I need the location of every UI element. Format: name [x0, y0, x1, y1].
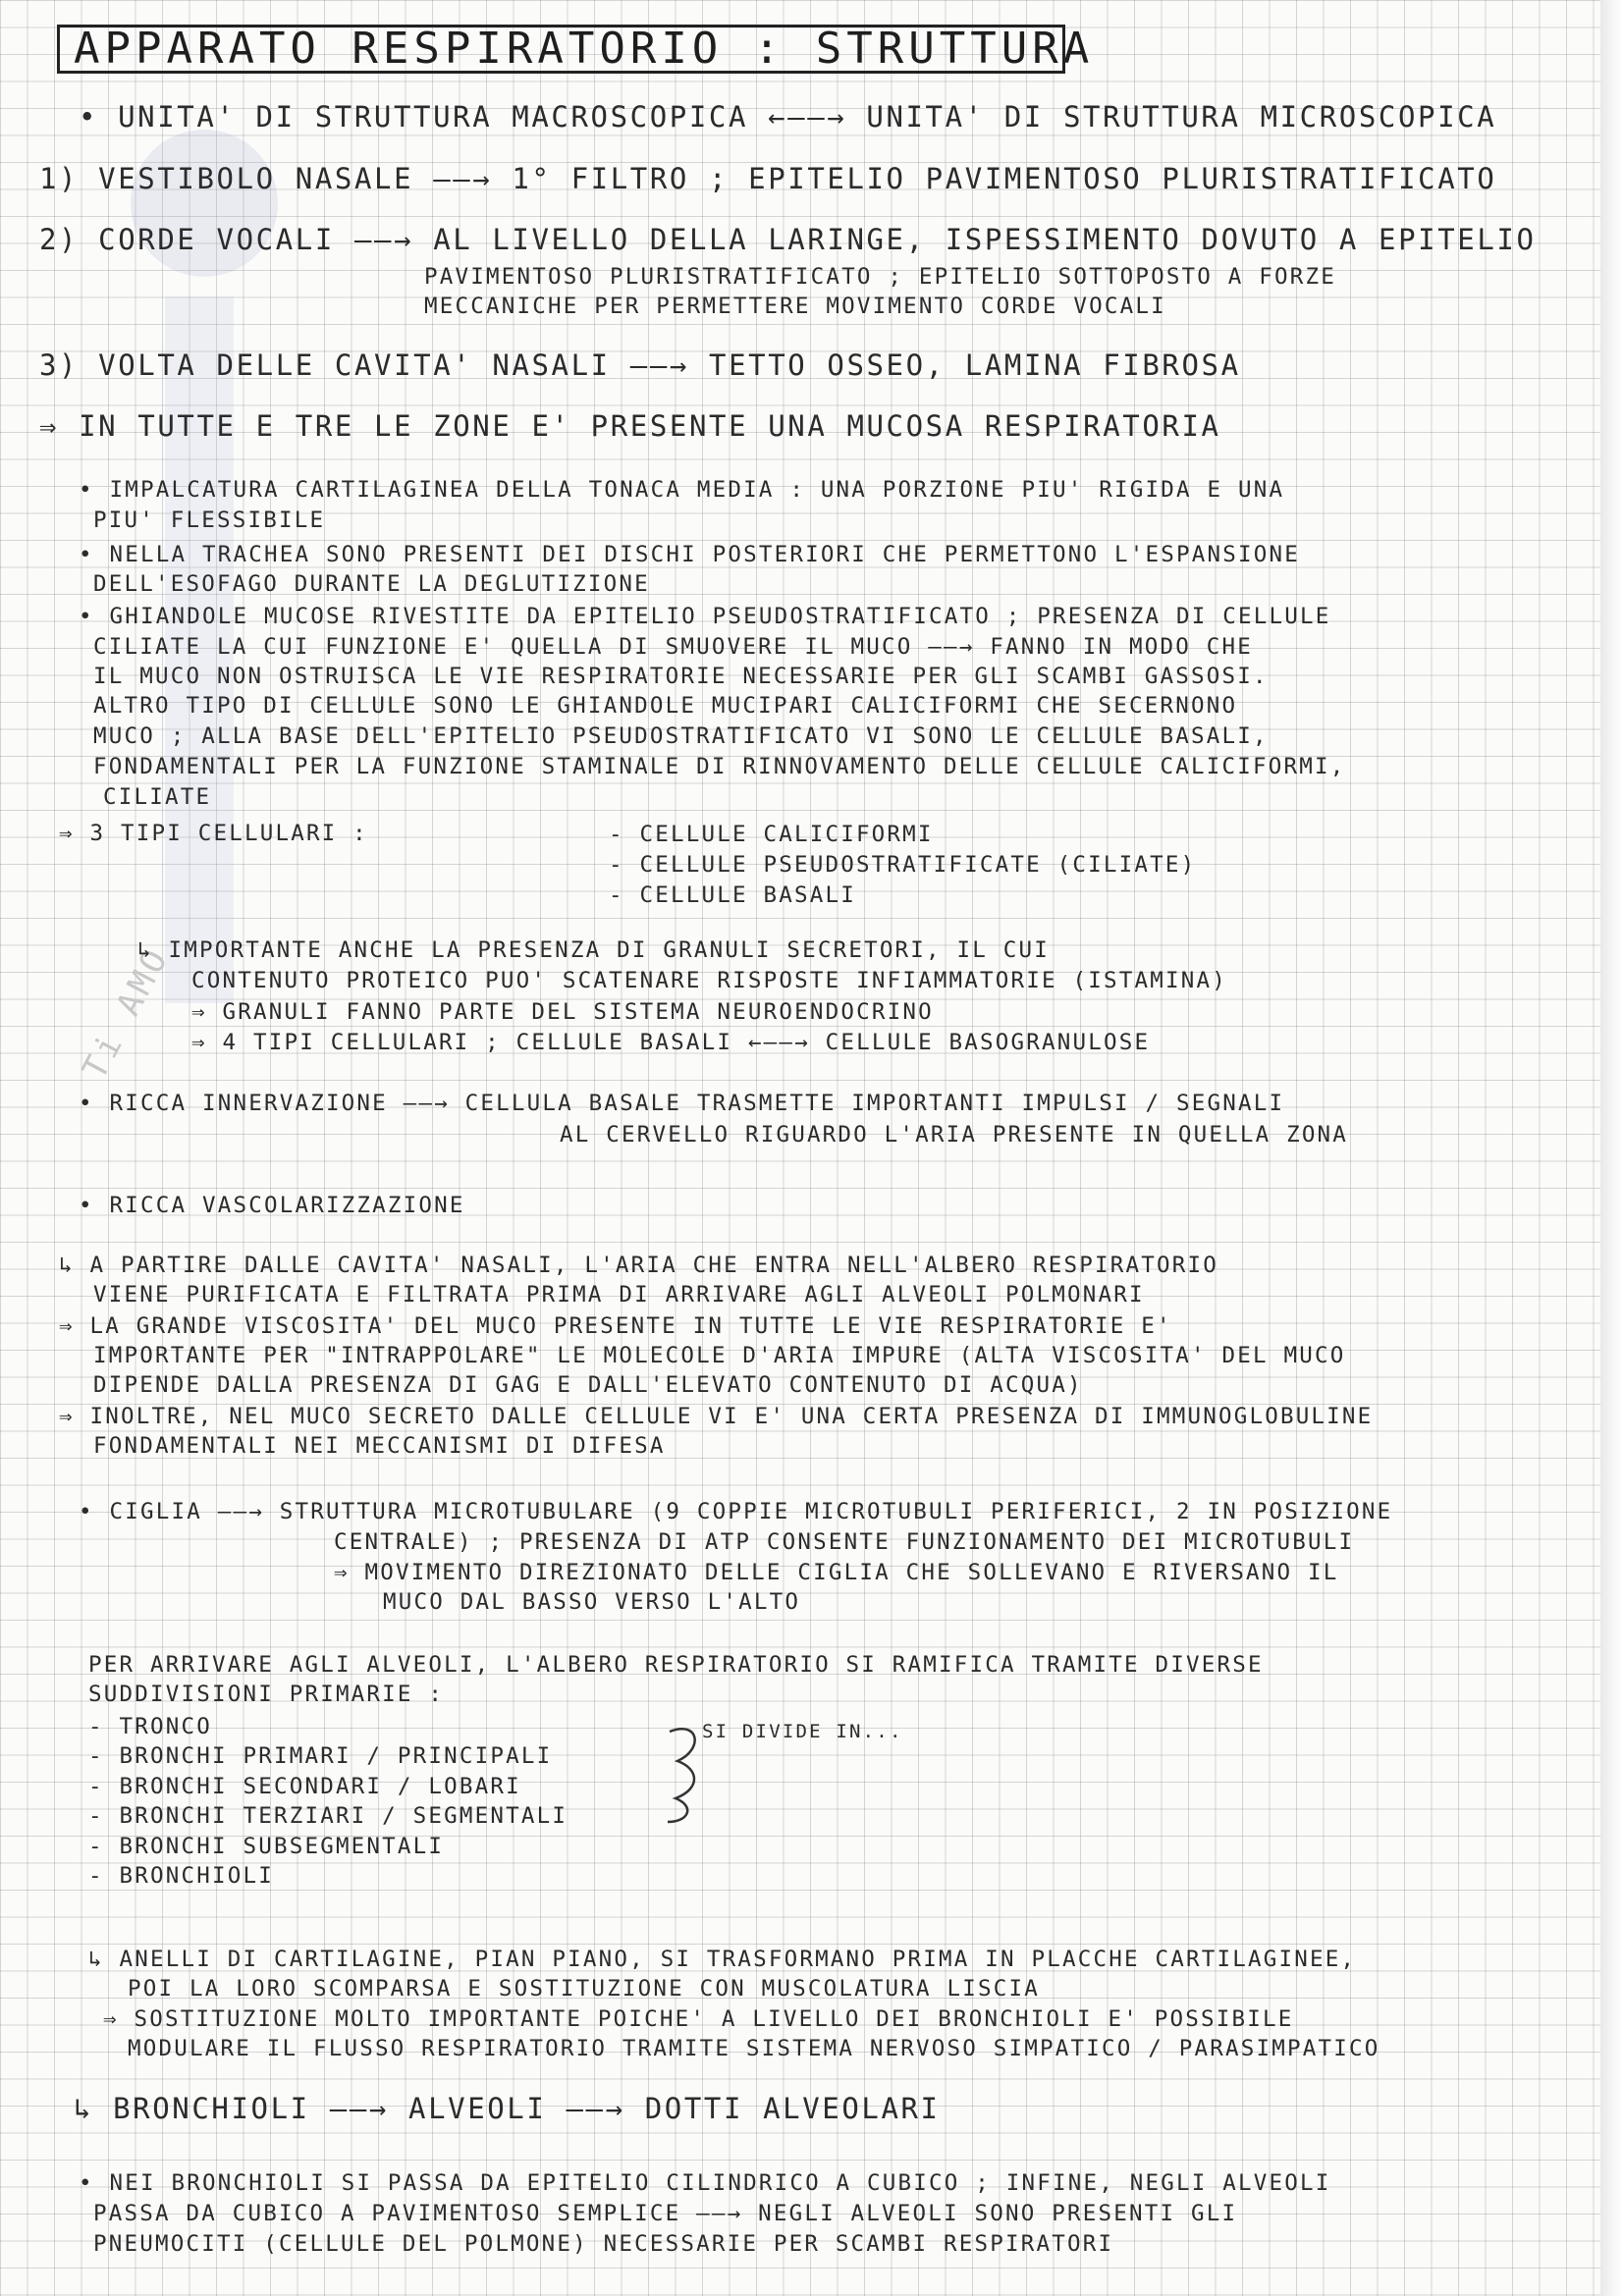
- text-line: FONDAMENTALI NEI MECCANISMI DI DIFESA: [93, 1433, 666, 1459]
- text-line: ⇒ IN TUTTE E TRE LE ZONE E' PRESENTE UNA MUCOSA RESPIRATORIA: [39, 409, 1221, 443]
- list-item: - BRONCHI TERZIARI / SEGMENTALI: [88, 1803, 568, 1829]
- text-line: CENTRALE) ; PRESENZA DI ATP CONSENTE FUNZIONAMENTO DEI MICROTUBULI: [334, 1529, 1355, 1555]
- list-item: - CELLULE PSEUDOSTRATIFICATE (CILIATE): [609, 852, 1197, 878]
- page-title: APPARATO RESPIRATORIO : STRUTTURA: [57, 25, 1065, 74]
- list-item: - BRONCHIOLI: [88, 1863, 274, 1889]
- text-line: IL MUCO NON OSTRUISCA LE VIE RESPIRATORIE NECESSARIE PER GLI SCAMBI GASSOSI.: [93, 664, 1269, 689]
- text-line: 1) VESTIBOLO NASALE ——→ 1° FILTRO ; EPITELIO PAVIMENTOSO PLURISTRATIFICATO: [39, 162, 1497, 195]
- text-line: ⇒ LA GRANDE VISCOSITA' DEL MUCO PRESENTE IN TUTTE LE VIE RESPIRATORIE E': [59, 1313, 1172, 1339]
- text-line: PNEUMOCITI (CELLULE DEL POLMONE) NECESSARIE PER SCAMBI RESPIRATORI: [93, 2231, 1114, 2257]
- text-line: MUCO ; ALLA BASE DELL'EPITELIO PSEUDOSTRATIFICATO VI SONO LE CELLULE BASALI,: [93, 723, 1269, 749]
- text-line: PER ARRIVARE AGLI ALVEOLI, L'ALBERO RESPIRATORIO SI RAMIFICA TRAMITE DIVERSE: [88, 1652, 1264, 1678]
- text-line: SUDDIVISIONI PRIMARIE :: [88, 1682, 445, 1707]
- text-line: POI LA LORO SCOMPARSA E SOSTITUZIONE CON MUSCOLATURA LISCIA: [128, 1976, 1041, 2002]
- text-line: MODULARE IL FLUSSO RESPIRATORIO TRAMITE SISTEMA NERVOSO SIMPATICO / PARASIMPATICO: [128, 2036, 1380, 2061]
- text-line: PIU' FLESSIBILE: [93, 507, 326, 533]
- text-line: 2) CORDE VOCALI ——→ AL LIVELLO DELLA LARINGE, ISPESSIMENTO DOVUTO A EPITELIO: [39, 223, 1537, 256]
- text-line: AL CERVELLO RIGUARDO L'ARIA PRESENTE IN QUELLA ZONA: [560, 1122, 1349, 1148]
- margin-doodle: Ti AMO: [75, 939, 178, 1087]
- text-line: 3) VOLTA DELLE CAVITA' NASALI ——→ TETTO OSSEO, LAMINA FIBROSA: [39, 348, 1241, 382]
- text-line: ⇒ 3 TIPI CELLULARI :: [59, 821, 368, 846]
- text-line: DIPENDE DALLA PRESENZA DI GAG E DALL'ELEVATO CONTENUTO DI ACQUA): [93, 1372, 1083, 1398]
- text-line: • NEI BRONCHIOLI SI PASSA DA EPITELIO CILINDRICO A CUBICO ; INFINE, NEGLI ALVEOLI: [79, 2170, 1331, 2196]
- text-line: ⇒ MOVIMENTO DIREZIONATO DELLE CIGLIA CHE SOLLEVANO E RIVERSANO IL: [334, 1560, 1339, 1585]
- text-line: ↳ BRONCHIOLI ——→ ALVEOLI ——→ DOTTI ALVEOLARI: [74, 2092, 941, 2125]
- text-line: ⇒ 4 TIPI CELLULARI ; CELLULE BASALI ←——→ CELLULE BASOGRANULOSE: [191, 1030, 1151, 1055]
- list-item: - BRONCHI SUBSEGMENTALI: [88, 1834, 445, 1859]
- text-line: ⇒ SOSTITUZIONE MOLTO IMPORTANTE POICHE' A LIVELLO DEI BRONCHIOLI E' POSSIBILE: [103, 2006, 1294, 2032]
- list-item: - CELLULE CALICIFORMI: [609, 822, 934, 847]
- text-line: ↳ A PARTIRE DALLE CAVITA' NASALI, L'ARIA CHE ENTRA NELL'ALBERO RESPIRATORIO: [59, 1253, 1218, 1278]
- text-line: IMPORTANTE PER "INTRAPPOLARE" LE MOLECOLE D'ARIA IMPURE (ALTA VISCOSITA' DEL MUCO: [93, 1343, 1346, 1368]
- text-line: • RICCA INNERVAZIONE ——→ CELLULA BASALE TRASMETTE IMPORTANTI IMPULSI / SEGNALI: [79, 1091, 1285, 1116]
- page-edge: [1600, 0, 1623, 2296]
- text-line: VIENE PURIFICATA E FILTRATA PRIMA DI ARRIVARE AGLI ALVEOLI POLMONARI: [93, 1282, 1145, 1308]
- text-line: • IMPALCATURA CARTILAGINEA DELLA TONACA MEDIA : UNA PORZIONE PIU' RIGIDA E UNA: [79, 477, 1285, 503]
- text-line: ↳ IMPORTANTE ANCHE LA PRESENZA DI GRANULI SECRETORI, IL CUI: [137, 937, 1051, 963]
- text-line: ⇒ INOLTRE, NEL MUCO SECRETO DALLE CELLULE VI E' UNA CERTA PRESENZA DI IMMUNOGLOBULINE: [59, 1404, 1374, 1429]
- text-line: ALTRO TIPO DI CELLULE SONO LE GHIANDOLE MUCIPARI CALICIFORMI CHE SECERNONO: [93, 693, 1238, 719]
- side-note: SI DIVIDE IN...: [702, 1721, 903, 1742]
- text-line: CILIATE: [103, 784, 212, 810]
- text-line: MECCANICHE PER PERMETTERE MOVIMENTO CORDE VOCALI: [424, 294, 1166, 319]
- text-line: • NELLA TRACHEA SONO PRESENTI DEI DISCHI POSTERIORI CHE PERMETTONO L'ESPANSIONE: [79, 542, 1300, 567]
- list-item: - CELLULE BASALI: [609, 882, 856, 908]
- list-item: - TRONCO: [88, 1714, 212, 1739]
- text-line: CONTENUTO PROTEICO PUO' SCATENARE RISPOSTE INFIAMMATORIE (ISTAMINA): [191, 968, 1227, 993]
- text-line: • RICCA VASCOLARIZZAZIONE: [79, 1193, 465, 1218]
- text-line: DELL'ESOFAGO DURANTE LA DEGLUTIZIONE: [93, 571, 650, 597]
- text-line: PASSA DA CUBICO A PAVIMENTOSO SEMPLICE ——→ NEGLI ALVEOLI SONO PRESENTI GLI: [93, 2201, 1238, 2226]
- list-item: - BRONCHI PRIMARI / PRINCIPALI: [88, 1743, 553, 1769]
- text-line: • GHIANDOLE MUCOSE RIVESTITE DA EPITELIO PSEUDOSTRATIFICATO ; PRESENZA DI CELLULE: [79, 604, 1331, 629]
- text-line: MUCO DAL BASSO VERSO L'ALTO: [383, 1589, 801, 1615]
- text-line: ⇒ GRANULI FANNO PARTE DEL SISTEMA NEUROENDOCRINO: [191, 999, 934, 1025]
- text-line: PAVIMENTOSO PLURISTRATIFICATO ; EPITELIO SOTTOPOSTO A FORZE: [424, 264, 1337, 290]
- list-item: - BRONCHI SECONDARI / LOBARI: [88, 1774, 521, 1799]
- text-line: FONDAMENTALI PER LA FUNZIONE STAMINALE DI RINNOVAMENTO DELLE CELLULE CALICIFORMI,: [93, 754, 1346, 779]
- text-line: CILIATE LA CUI FUNZIONE E' QUELLA DI SMUOVERE IL MUCO ——→ FANNO IN MODO CHE: [93, 634, 1253, 660]
- text-line: • CIGLIA ——→ STRUTTURA MICROTUBULARE (9 COPPIE MICROTUBULI PERIFERICI, 2 IN POSIZIONE: [79, 1499, 1393, 1524]
- text-line: ↳ ANELLI DI CARTILAGINE, PIAN PIANO, SI TRASFORMANO PRIMA IN PLACCHE CARTILAGINEE,: [88, 1947, 1357, 1972]
- text-line: • UNITA' DI STRUTTURA MACROSCOPICA ←——→ UNITA' DI STRUTTURA MICROSCOPICA: [79, 100, 1497, 133]
